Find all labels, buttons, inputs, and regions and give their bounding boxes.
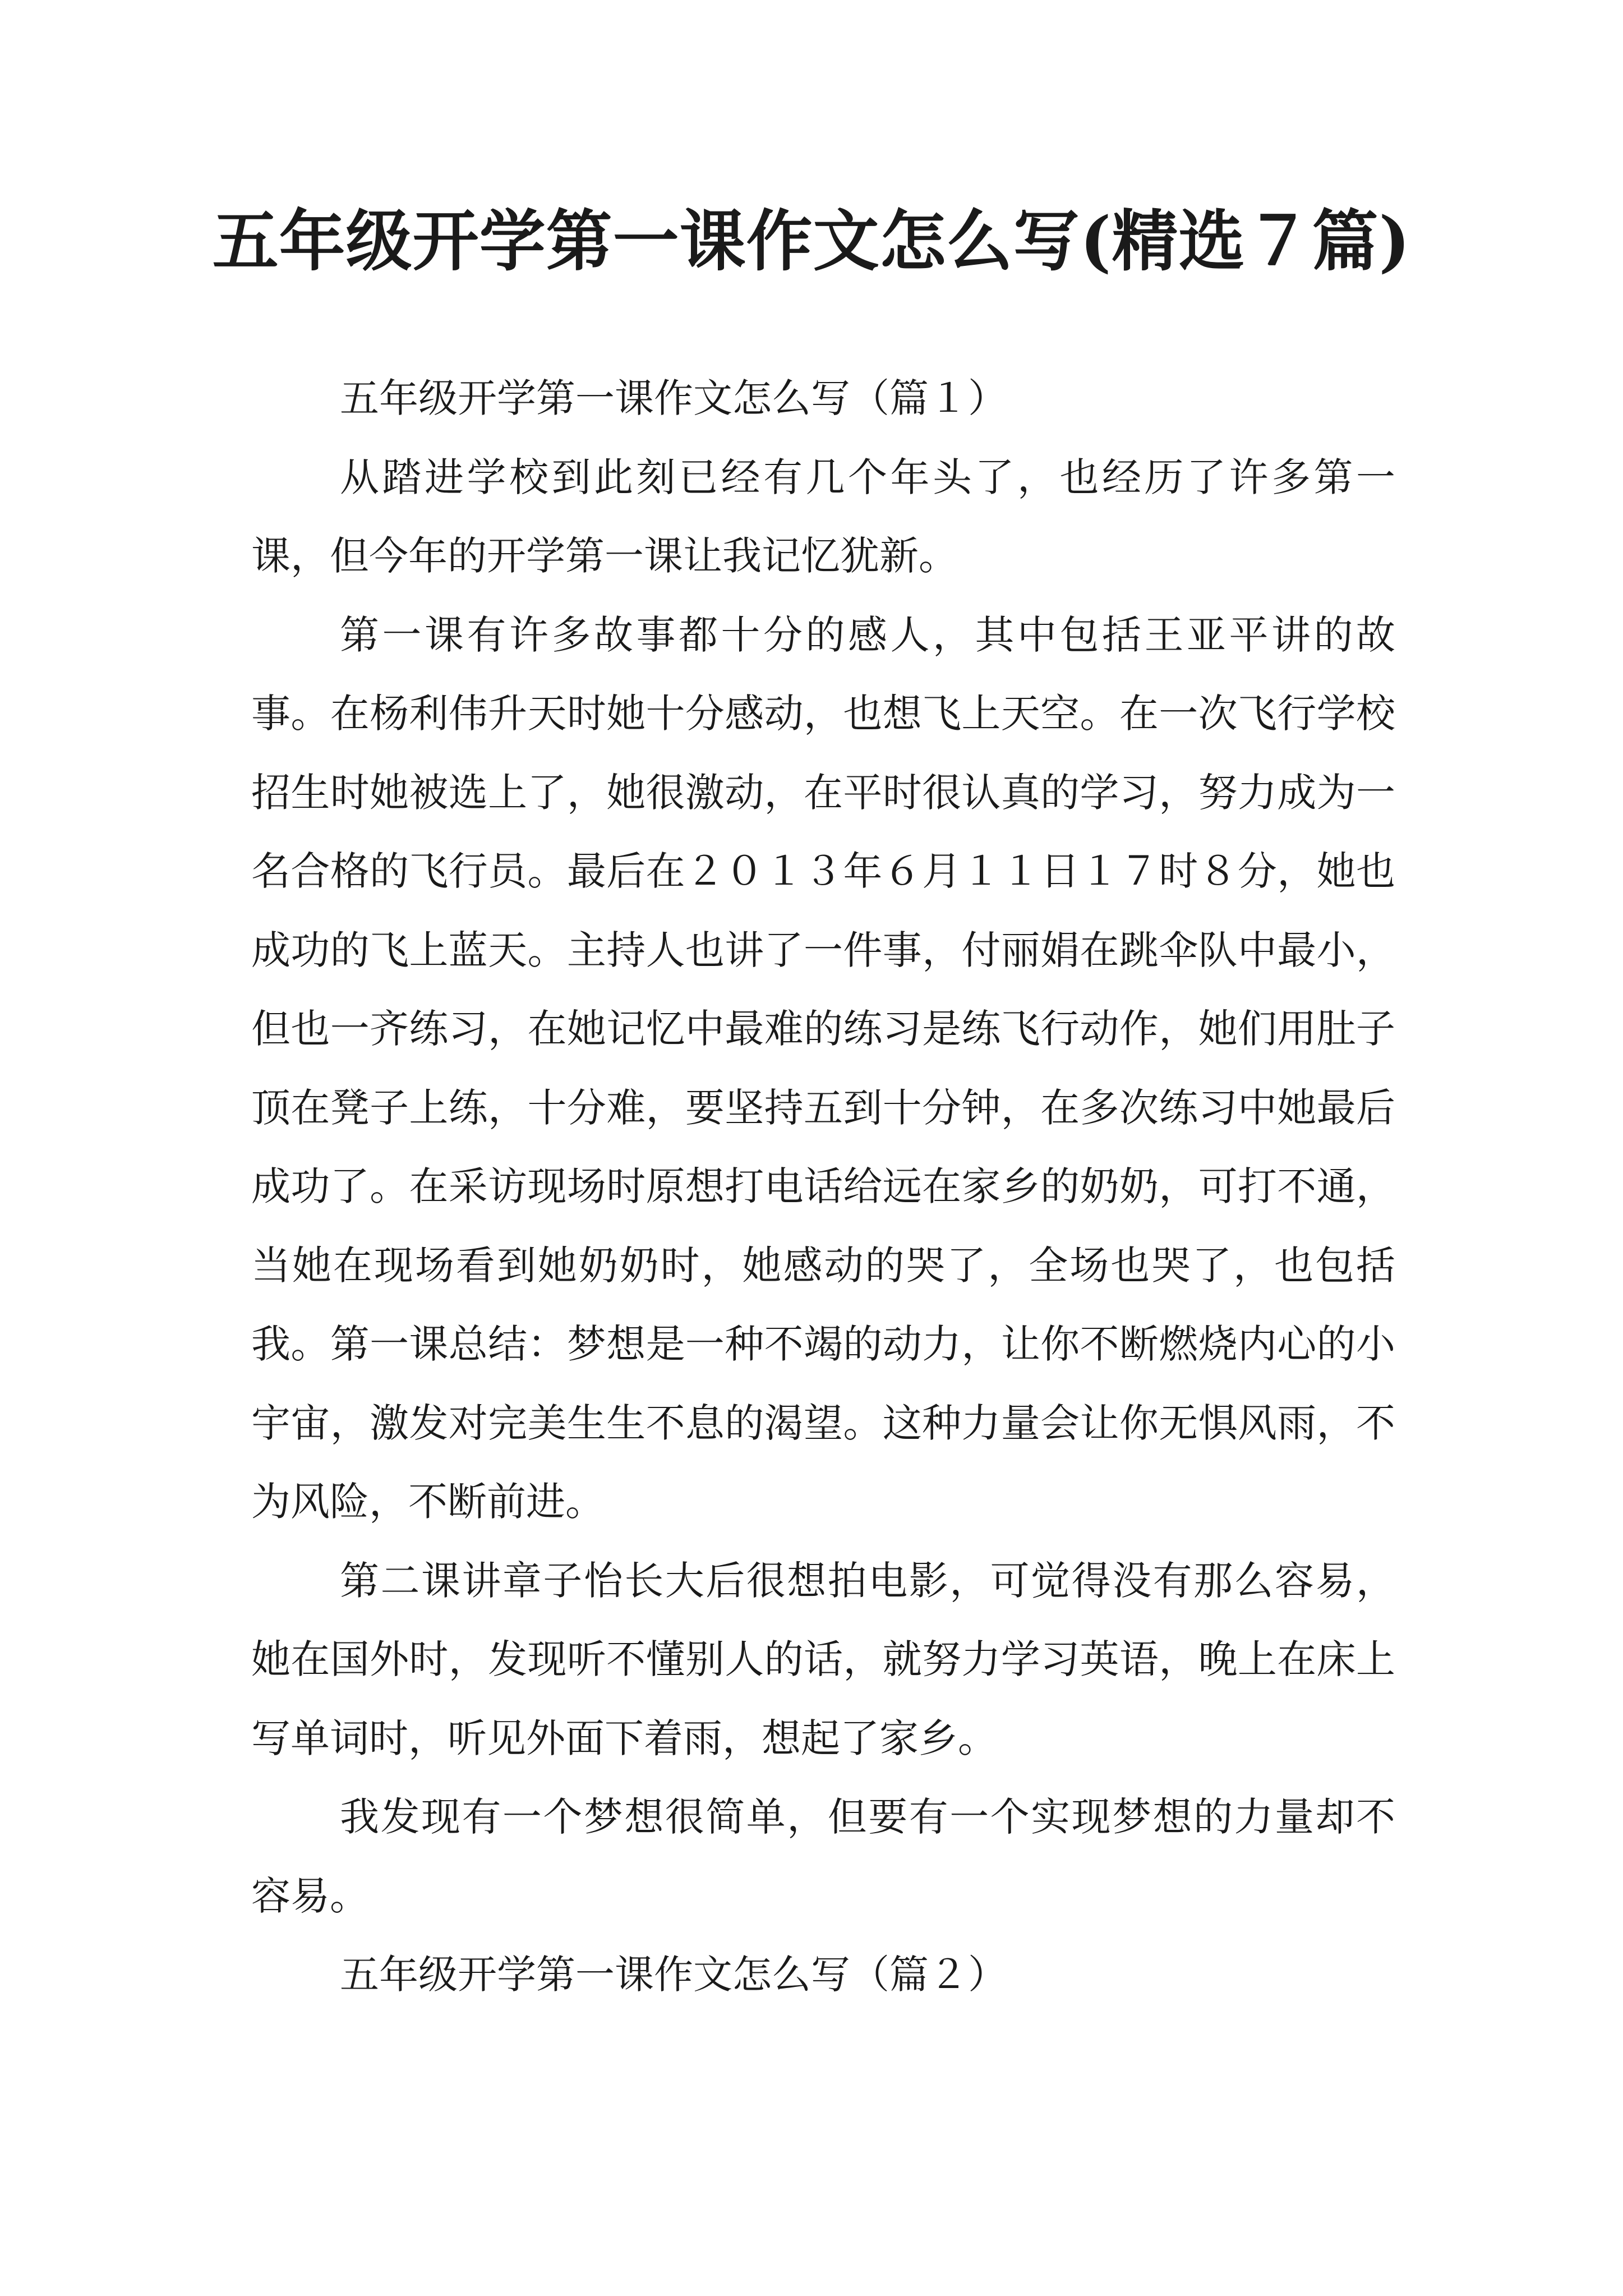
paragraph: 我发现有一个梦想很简单，但要有一个实现梦想的力量却不容易。 <box>251 1794 1395 1919</box>
document-body <box>251 359 1395 2014</box>
paragraph: 从踏进学校到此刻已经有几个年头了，也经历了许多第一课，但今年的开学第一课让我记忆犹新。 <box>251 454 1395 579</box>
section-heading-2: 五年级开学第一课作文怎么写（篇２） <box>340 1952 1007 1998</box>
document-title: 五年级开学第一课作文怎么写(精选７篇) <box>212 202 1411 280</box>
paragraph: 第二课讲章子怡长大后很想拍电影，可觉得没有那么容易，她在国外时，发现听不懂别人的话，就努力学习英语，晚上在床上写单词时，听见外面下着雨，想起了家乡。 <box>251 1557 1395 1761</box>
paragraph: 第一课有许多故事都十分的感人，其中包括王亚平讲的故事。在杨利伟升天时她十分感动，也想飞上天空。在一次飞行学校招生时她被选上了，她很激动，在平时很认真的学习，努力成为一名合格的飞行员。最后在２０１３年６月１１日１７时８分，她也成功的飞上蓝天。主持人也讲了一件事，付丽娟在跳伞队中最小，但也一齐练习，在她记忆中最难的练习是练飞行动作，她们用肚子顶在凳子上练，十分难，要坚持五到十分钟，在多次练习中她最后成功了。在采访现场时原想打电话给远在家乡的奶奶，可打不通，当她在现场看到她奶奶时，她感动的哭了，全场也哭了，也包括我。第一课总结：梦想是一种不竭的动力，让你不断燃烧内心的小宇宙，激发对完美生生不息的渴望。这种力量会让你无惧风雨，不为风险，不断前进。 <box>251 611 1395 1525</box>
section-heading-1: 五年级开学第一课作文怎么写（篇１） <box>340 375 1007 421</box>
